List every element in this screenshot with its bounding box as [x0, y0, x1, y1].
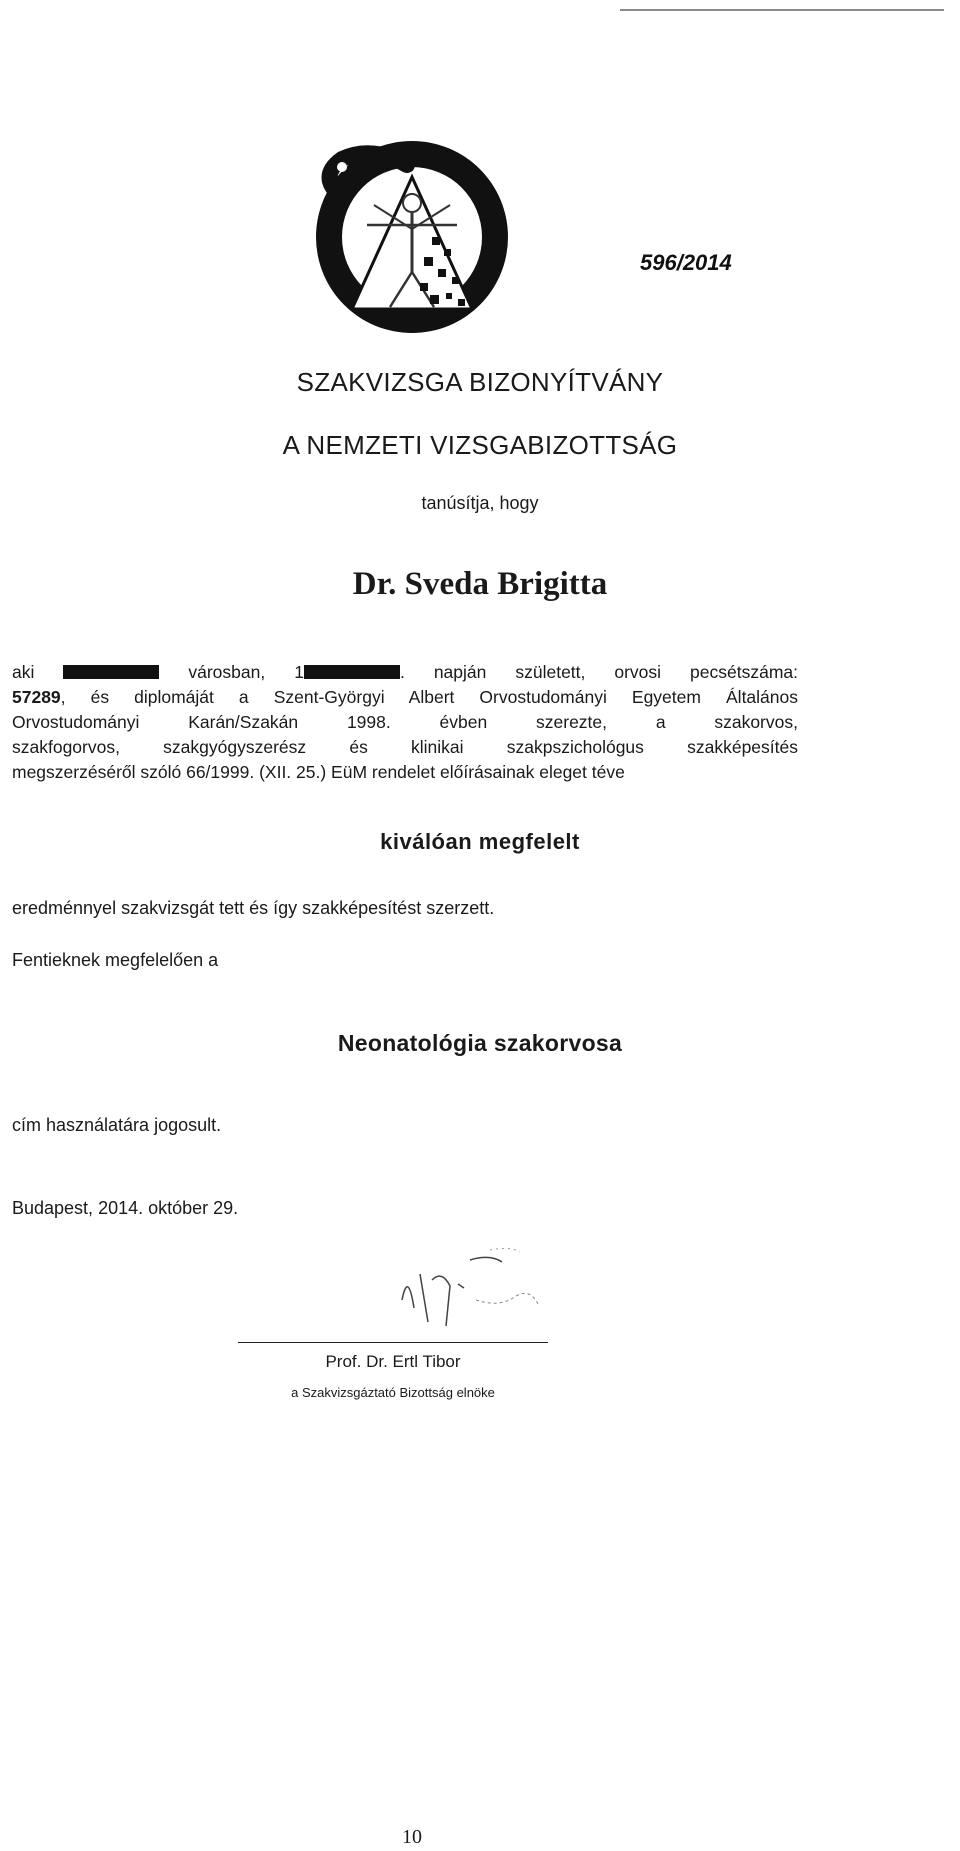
specialty-title: Neonatológia szakorvosa: [337, 1030, 623, 1056]
body-line-1: aki városban, 1 . napján született, orvosi pecsétszáma:: [12, 662, 799, 682]
issuing-committee: A NEMZETI VIZSGABIZOTTSÁG: [282, 430, 678, 460]
vitruvian-serpent-logo-icon: [312, 137, 512, 337]
result-text: eredménnyel szakvizsgát tett és így szakképesítést szerzett.: [12, 898, 495, 918]
signature-line: [238, 1342, 548, 1343]
redaction-bar: [63, 665, 159, 679]
page-number: 10: [402, 1826, 422, 1848]
exam-verdict: kiválóan megfelelt: [380, 829, 580, 854]
accordingly-text: Fentieknek megfelelően a: [12, 950, 219, 970]
body-line-5: megszerzéséről szóló 66/1999. (XII. 25.) EüM rendelet előírásainak eleget téve: [12, 762, 625, 782]
entitled-text: cím használatára jogosult.: [12, 1115, 222, 1135]
place-date: Budapest, 2014. október 29.: [12, 1198, 239, 1218]
certificate-body: [12, 660, 798, 785]
attests-line: tanúsítja, hogy: [421, 493, 539, 513]
certificate-title: SZAKVIZSGA BIZONYÍTVÁNY: [296, 367, 664, 397]
redaction-bar: [304, 665, 400, 679]
body-line-2: 57289, és diplomáját a Szent-Györgyi Albert Orvostudományi Egyetem Általános: [12, 687, 798, 707]
signer-title: a Szakvizsgáztató Bizottság elnöke: [291, 1385, 495, 1400]
holder-name: Dr. Sveda Brigitta: [352, 566, 608, 602]
certificate-number: 596/2014: [640, 250, 732, 275]
signer-name: Prof. Dr. Ertl Tibor: [325, 1352, 461, 1371]
handwritten-signature: [380, 1230, 560, 1340]
body-line-3: Orvostudományi Karán/Szakán 1998. évben szerezte, a szakorvos,: [12, 712, 798, 732]
body-line-4: szakfogorvos, szakgyógyszerész és klinikai szakpszichológus szakképesítés: [12, 737, 798, 757]
scan-edge-line: [620, 9, 944, 11]
